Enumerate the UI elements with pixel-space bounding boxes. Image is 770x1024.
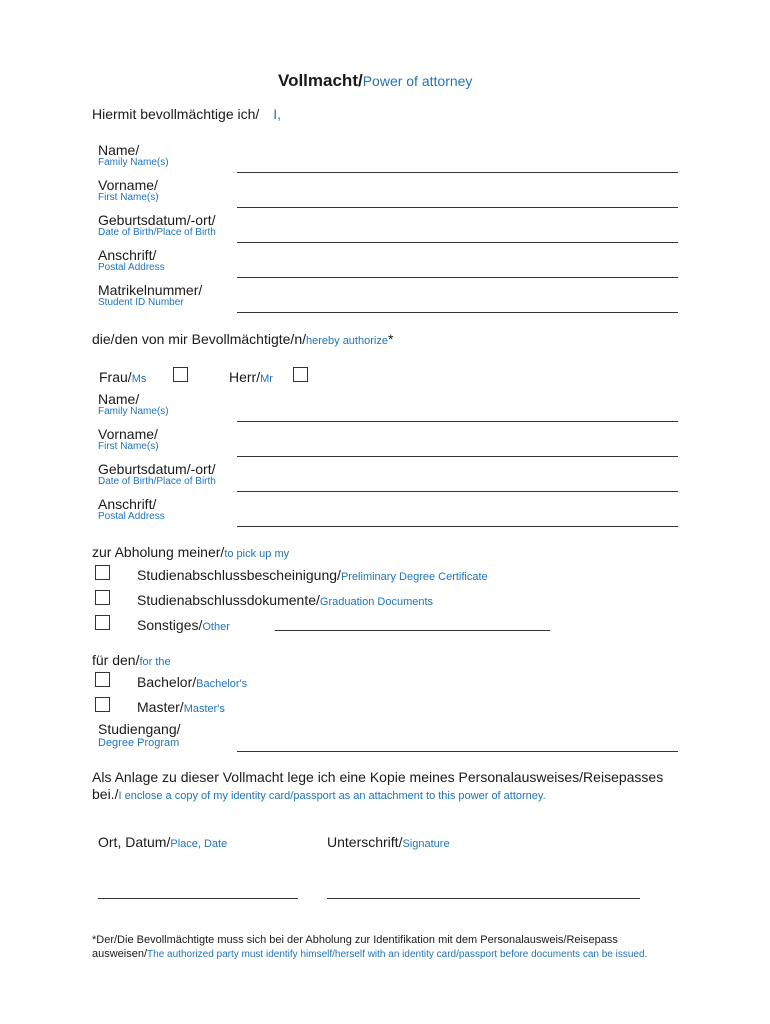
grantor-firstname-sublabel: First Name(s) (98, 192, 159, 203)
place-date-en: Place, Date (170, 838, 228, 850)
attachment-line1: Als Anlage zu dieser Vollmacht lege ich eine Kopie meines Personalausweises/Reisepasses (92, 769, 664, 785)
footnote-en: The authorized party must identify himself/herself with an identity card/passport before documents can be issued. (147, 949, 648, 960)
grantor-firstname-field[interactable] (237, 207, 678, 208)
gender-mr-en: Mr (260, 373, 273, 385)
pickup-other-option (137, 617, 230, 633)
degree-bachelor-checkbox[interactable] (95, 672, 110, 687)
authorize-mark: * (387, 331, 394, 347)
agent-birth-field[interactable] (237, 491, 678, 492)
gender-mr (229, 369, 273, 385)
grantor-name-sublabel: Family Name(s) (98, 157, 169, 168)
grantor-studentid-sublabel: Student ID Number (98, 297, 184, 308)
degree-bachelor-de: Bachelor/ (137, 674, 197, 690)
signature-de: Unterschrift/ (327, 834, 403, 850)
pickup-certificate-de: Studienabschlussbescheinigung/ (137, 567, 341, 583)
authorize-en: hereby authorize (306, 335, 388, 347)
gender-ms-en: Ms (131, 373, 147, 385)
gender-ms-checkbox[interactable] (173, 367, 188, 382)
pickup-documents-en: Graduation Documents (319, 596, 434, 608)
degree-master-de: Master/ (137, 699, 184, 715)
footnote-de2: ausweisen/ (92, 948, 148, 960)
agent-address-label: Anschrift/ (98, 496, 157, 512)
pickup-heading-de: zur Abholung meiner/ (92, 544, 225, 560)
pickup-other-en: Other (202, 621, 230, 633)
intro-de: Hiermit bevollmächtige ich/ (92, 106, 260, 122)
attachment-de2: bei./ (92, 786, 119, 802)
grantor-name-field[interactable] (237, 172, 678, 173)
degree-master-checkbox[interactable] (95, 697, 110, 712)
pickup-other-field[interactable] (275, 630, 550, 631)
pickup-heading (92, 544, 289, 560)
place-date-de: Ort, Datum/ (98, 834, 171, 850)
agent-firstname-sublabel: First Name(s) (98, 441, 159, 452)
gender-mr-de: Herr/ (229, 369, 261, 385)
grantor-address-field[interactable] (237, 277, 678, 278)
agent-name-field[interactable] (237, 421, 678, 422)
intro-en: I, (273, 106, 281, 122)
grantor-studentid-field[interactable] (237, 312, 678, 313)
grantor-name-label: Name/ (98, 142, 140, 158)
signature-field[interactable] (327, 898, 640, 899)
agent-name-sublabel: Family Name(s) (98, 406, 169, 417)
signature-en: Signature (402, 838, 450, 850)
degree-program-sublabel: Degree Program (98, 737, 180, 749)
agent-address-sublabel: Postal Address (98, 511, 165, 522)
pickup-documents-de: Studienabschlussdokumente/ (137, 592, 320, 608)
page-title (278, 71, 472, 91)
agent-address-field[interactable] (237, 526, 678, 527)
agent-name-label: Name/ (98, 391, 140, 407)
place-date-label (98, 834, 227, 850)
grantor-birth-label: Geburtsdatum/-ort/ (98, 212, 216, 228)
pickup-documents-option (137, 592, 433, 608)
title-en: Power of attorney (362, 73, 473, 89)
degree-master-en: Master's (183, 703, 225, 715)
agent-birth-sublabel: Date of Birth/Place of Birth (98, 476, 216, 487)
footnote-line2 (92, 948, 647, 960)
agent-firstname-label: Vorname/ (98, 426, 158, 442)
authorize-de: die/den von mir Bevollmächtigte/n/ (92, 331, 306, 347)
pickup-other-de: Sonstiges/ (137, 617, 203, 633)
attachment-en: I enclose a copy of my identity card/passport as an attachment to this power of attorney. (118, 790, 546, 802)
grantor-birth-field[interactable] (237, 242, 678, 243)
pickup-documents-checkbox[interactable] (95, 590, 110, 605)
agent-birth-label: Geburtsdatum/-ort/ (98, 461, 216, 477)
authorize-line (92, 331, 393, 347)
grantor-firstname-label: Vorname/ (98, 177, 158, 193)
degree-program-field[interactable] (237, 751, 678, 752)
title-de: Vollmacht/ (278, 71, 363, 90)
gender-ms-de: Frau/ (99, 369, 132, 385)
grantor-studentid-label: Matrikelnummer/ (98, 282, 203, 298)
degree-bachelor-en: Bachelor's (196, 678, 248, 690)
degree-heading (92, 652, 171, 668)
grantor-address-sublabel: Postal Address (98, 262, 165, 273)
pickup-certificate-en: Preliminary Degree Certificate (340, 571, 488, 583)
pickup-heading-en: to pick up my (224, 548, 290, 560)
intro-line (92, 106, 281, 122)
grantor-birth-sublabel: Date of Birth/Place of Birth (98, 227, 216, 238)
gender-ms (99, 369, 146, 385)
signature-label (327, 834, 450, 850)
pickup-other-checkbox[interactable] (95, 615, 110, 630)
place-date-field[interactable] (98, 898, 298, 899)
grantor-address-label: Anschrift/ (98, 247, 157, 263)
footnote-line1: *Der/Die Bevollmächtigte muss sich bei der Abholung zur Identifikation mit dem Personalausweis/Reisepass (92, 934, 618, 946)
pickup-certificate-checkbox[interactable] (95, 565, 110, 580)
degree-program-label: Studiengang/ (98, 721, 181, 737)
attachment-line2 (92, 786, 546, 802)
pickup-certificate-option (137, 567, 488, 583)
degree-heading-en: for the (139, 656, 171, 668)
gender-mr-checkbox[interactable] (293, 367, 308, 382)
degree-bachelor-option (137, 674, 247, 690)
degree-heading-de: für den/ (92, 652, 140, 668)
degree-master-option (137, 699, 225, 715)
agent-firstname-field[interactable] (237, 456, 678, 457)
